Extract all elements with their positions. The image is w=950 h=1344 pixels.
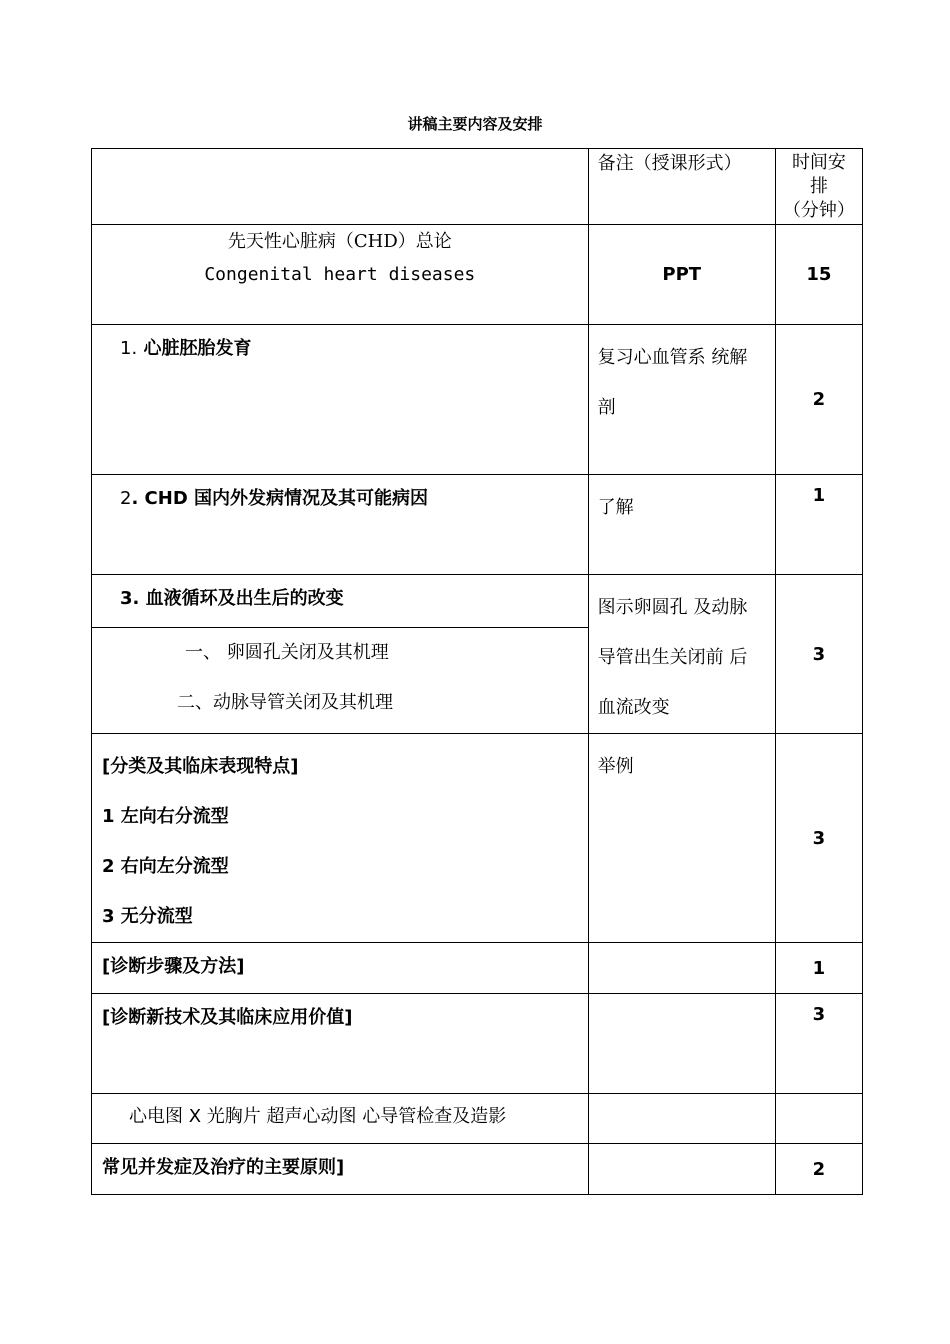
row7-time-cell bbox=[775, 1094, 862, 1144]
row3-note-line: 图示卵圆孔 及动脉 bbox=[597, 597, 748, 618]
row3-sub-item: 一、 卵圆孔关闭及其机理 bbox=[185, 641, 389, 663]
row3-title: 3. 血液循环及出生后的改变 bbox=[120, 588, 344, 609]
row8-time: 2 bbox=[812, 1158, 826, 1180]
header-note-label: 备注（授课形式） bbox=[597, 153, 742, 174]
header-time-line: 排 bbox=[809, 176, 828, 197]
row4-time-cell bbox=[775, 734, 862, 943]
intro-note-cell bbox=[588, 225, 775, 325]
row3-time-cell bbox=[775, 575, 862, 734]
row6-title-cell bbox=[92, 994, 589, 1094]
header-cell-content bbox=[92, 149, 589, 225]
row7-exam-cell bbox=[92, 1094, 589, 1144]
table-row bbox=[92, 325, 863, 475]
row5-title: [诊断步骤及方法] bbox=[102, 956, 245, 977]
row2-title-cell bbox=[92, 475, 589, 575]
lecture-plan-table bbox=[91, 148, 863, 1195]
row1-title-cell bbox=[92, 325, 589, 475]
row8-title: 常见并发症及治疗的主要原则] bbox=[102, 1157, 345, 1178]
row6-note-cell bbox=[588, 994, 775, 1094]
header-cell-time bbox=[775, 149, 862, 225]
row2-time: 1 bbox=[812, 485, 826, 506]
table-row bbox=[92, 994, 863, 1094]
header-time-line: 时间安 bbox=[791, 152, 846, 173]
row4-line: 1 左向右分流型 bbox=[102, 806, 229, 827]
row1-time: 2 bbox=[812, 389, 826, 410]
table-row bbox=[92, 575, 863, 628]
row8-title-cell bbox=[92, 1144, 589, 1195]
row3-note-line: 血流改变 bbox=[597, 697, 670, 718]
row2-title: . CHD 国内外发病情况及其可能病因 bbox=[131, 488, 429, 509]
row3-sub-cell bbox=[92, 627, 589, 733]
row4-note: 举例 bbox=[597, 756, 634, 777]
row1-time-cell bbox=[775, 325, 862, 475]
row3-time: 3 bbox=[812, 643, 826, 665]
table-row bbox=[92, 225, 863, 325]
row1-title: 心脏胚胎发育 bbox=[143, 338, 252, 359]
row5-title-cell bbox=[92, 943, 589, 994]
header-time-line: （分钟） bbox=[782, 200, 855, 221]
row3-title-cell bbox=[92, 575, 589, 628]
row4-note-cell bbox=[588, 734, 775, 943]
document-title: 讲稿主要内容及安排 bbox=[407, 115, 543, 133]
header-cell-note bbox=[588, 149, 775, 225]
row6-title: [诊断新技术及其临床应用价值] bbox=[102, 1007, 353, 1028]
row8-note-cell bbox=[588, 1144, 775, 1195]
row1-note-line: 复习心血管系 统解 bbox=[597, 347, 748, 368]
table-row bbox=[92, 1094, 863, 1144]
row8-time-cell bbox=[775, 1144, 862, 1195]
row4-line: 3 无分流型 bbox=[102, 906, 193, 927]
row3-note-line: 导管出生关闭前 后 bbox=[597, 647, 748, 668]
row1-number: 1. bbox=[120, 338, 138, 359]
row3-sub-item: 二、动脉导管关闭及其机理 bbox=[177, 691, 393, 713]
table-row bbox=[92, 943, 863, 994]
intro-time: 15 bbox=[806, 264, 832, 285]
row1-note-line: 剖 bbox=[597, 397, 616, 418]
row7-exam-list: 心电图 X 光胸片 超声心动图 心导管检查及造影 bbox=[129, 1106, 507, 1127]
row5-note-cell bbox=[588, 943, 775, 994]
row4-time: 3 bbox=[812, 827, 826, 849]
intro-title-en: Congenital heart diseases bbox=[204, 264, 476, 285]
table-header-row bbox=[92, 149, 863, 225]
intro-title-cell bbox=[92, 225, 589, 325]
row2-time-cell bbox=[775, 475, 862, 575]
row4-line: [分类及其临床表现特点] bbox=[102, 756, 299, 777]
row6-time-cell bbox=[775, 994, 862, 1094]
row4-line: 2 右向左分流型 bbox=[102, 856, 229, 877]
intro-title-cn: 先天性心脏病（CHD）总论 bbox=[227, 231, 452, 252]
row2-number: 2 bbox=[120, 488, 132, 509]
row2-note-cell bbox=[588, 475, 775, 575]
intro-time-cell bbox=[775, 225, 862, 325]
row5-time: 1 bbox=[812, 957, 826, 979]
row5-time-cell bbox=[775, 943, 862, 994]
row6-time: 3 bbox=[812, 1004, 826, 1025]
row1-note-cell bbox=[588, 325, 775, 475]
row7-note-cell bbox=[588, 1094, 775, 1144]
row2-note: 了解 bbox=[597, 497, 634, 518]
table-row bbox=[92, 475, 863, 575]
row4-list-cell bbox=[92, 734, 589, 943]
table-row bbox=[92, 1144, 863, 1195]
row3-note-cell bbox=[588, 575, 775, 734]
intro-note: PPT bbox=[662, 264, 702, 285]
table-row bbox=[92, 734, 863, 943]
